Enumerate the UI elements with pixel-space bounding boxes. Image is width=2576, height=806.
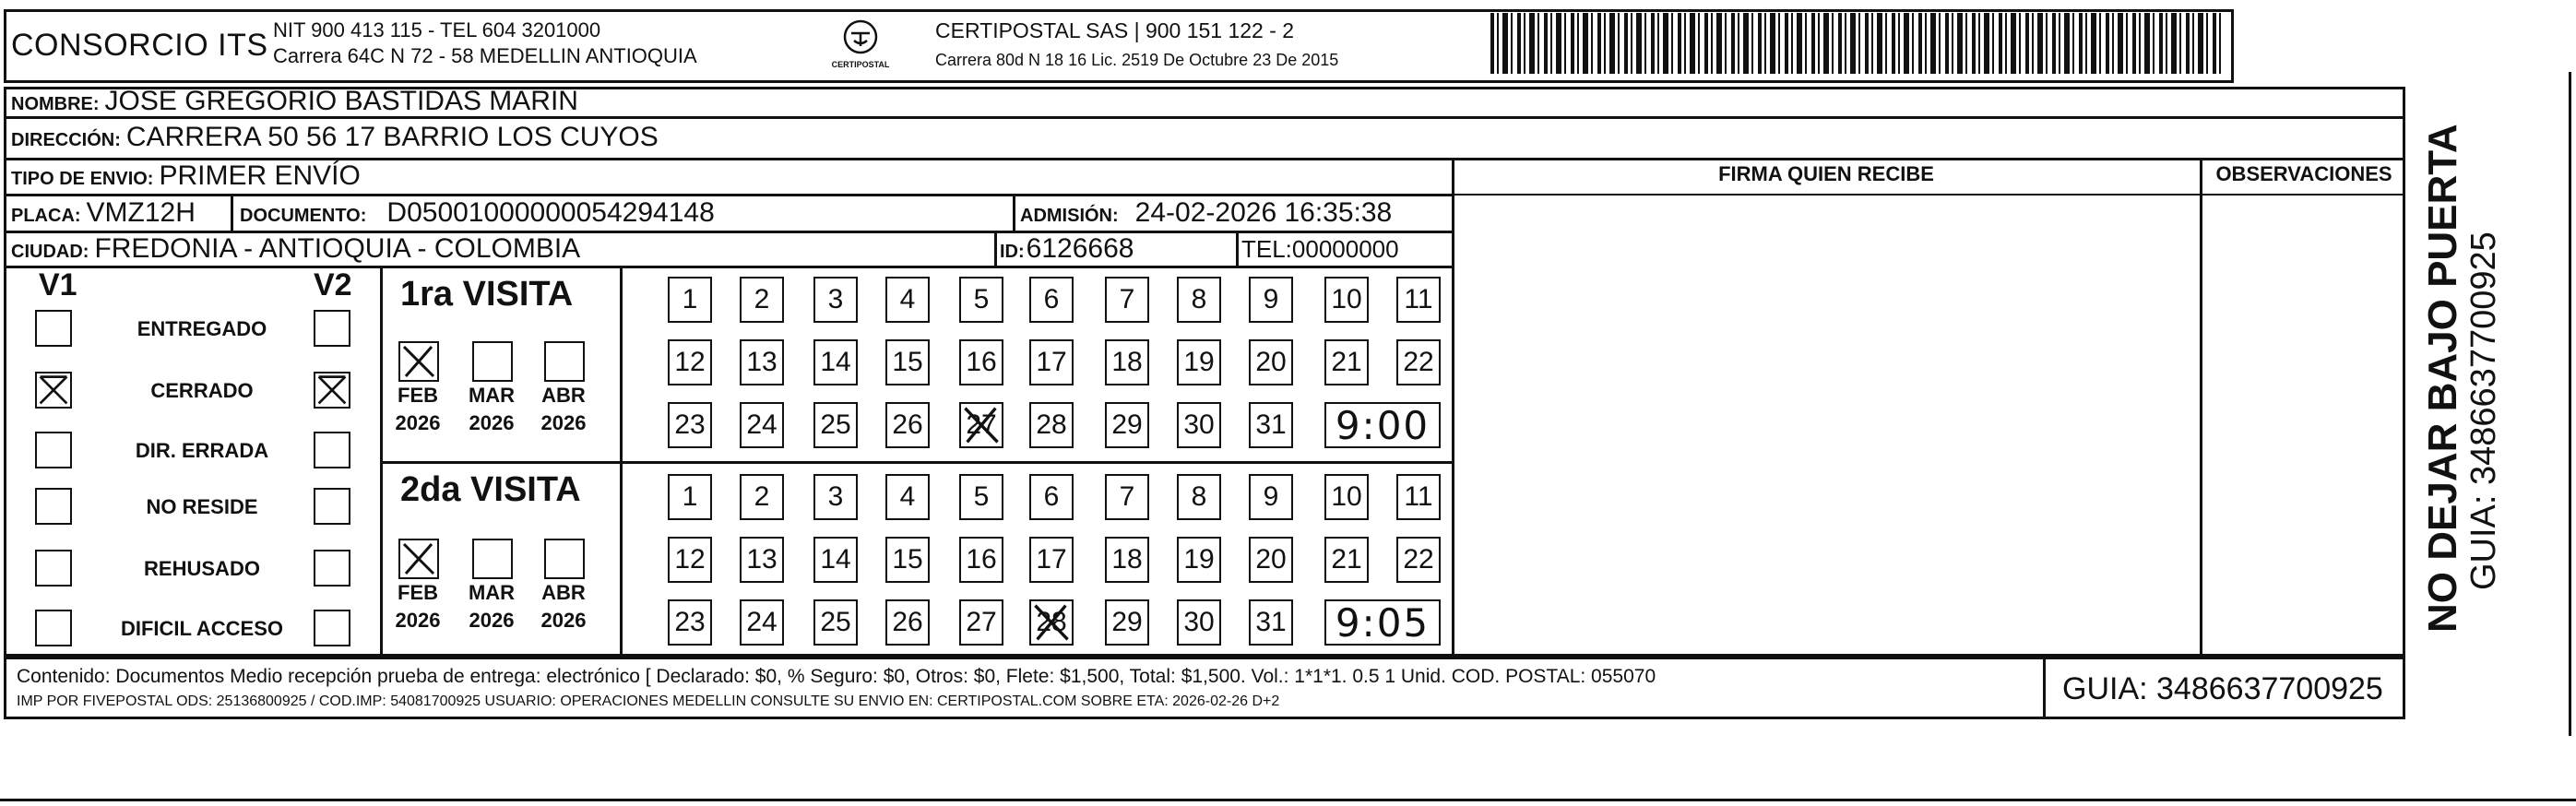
- id-value: 6126668: [1026, 233, 1134, 264]
- bottom-line: [0, 799, 2576, 801]
- day-box[interactable]: [813, 277, 858, 323]
- address-value: CARRERA 50 56 17 BARRIO LOS CUYOS: [125, 122, 659, 152]
- day-number: 13: [746, 347, 778, 377]
- col-line: [1013, 194, 1015, 231]
- admission-value: 24-02-2026 16:35:38: [1134, 197, 1393, 228]
- day-number: 11: [1404, 284, 1433, 314]
- day-number: 26: [892, 607, 923, 637]
- certipostal-logo-text: CERTIPOSTAL: [831, 60, 890, 69]
- day-box[interactable]: [668, 339, 712, 385]
- status-v2-checkbox[interactable]: [314, 432, 350, 468]
- day-box[interactable]: [1249, 474, 1293, 520]
- month-year: 2026: [395, 411, 441, 434]
- day-number: 8: [1191, 284, 1207, 314]
- v2-label: V2: [314, 267, 352, 302]
- company-name: CONSORCIO ITS: [11, 28, 268, 63]
- document-value: D05001000000054294148: [386, 197, 715, 228]
- day-box[interactable]: [1029, 537, 1074, 583]
- day-box[interactable]: [1324, 537, 1369, 583]
- plate-value: VMZ12H: [86, 197, 196, 228]
- day-box[interactable]: [740, 339, 784, 385]
- day-number: 15: [892, 347, 923, 377]
- day-box[interactable]: [1249, 277, 1293, 323]
- handwritten-check-mark: [961, 404, 1002, 446]
- handwritten-cross-mark: [315, 373, 349, 407]
- month-label: [386, 579, 450, 634]
- day-number: 4: [899, 481, 916, 512]
- day-box[interactable]: [1029, 402, 1074, 448]
- day-box[interactable]: [1249, 339, 1293, 385]
- day-number: 31: [1255, 607, 1287, 637]
- day-number: 15: [892, 544, 923, 575]
- day-number: 18: [1111, 347, 1143, 377]
- visit-time-box[interactable]: [1324, 402, 1441, 448]
- tel-field: [1241, 232, 1399, 266]
- day-number: 31: [1255, 409, 1287, 440]
- day-number: 12: [674, 347, 706, 377]
- day-number: 28: [1036, 607, 1067, 637]
- handwritten-check-mark: [1031, 601, 1072, 644]
- company-address: Carrera 64C N 72 - 58 MEDELLIN ANTIOQUIA: [273, 44, 697, 67]
- day-number: 7: [1119, 284, 1135, 314]
- day-box[interactable]: [1249, 599, 1293, 646]
- day-number: 19: [1183, 544, 1215, 575]
- day-box[interactable]: [1324, 474, 1369, 520]
- day-number: 10: [1331, 481, 1362, 512]
- day-box[interactable]: [1177, 474, 1221, 520]
- col-header-line: [1452, 194, 2405, 196]
- certipostal-logo-icon: [839, 18, 882, 55]
- status-v2-checkbox[interactable]: [314, 550, 350, 587]
- carrier-address: Carrera 80d N 18 16 Lic. 2519 De Octubre 23 De 2015: [935, 51, 1339, 69]
- day-number: 22: [1403, 347, 1434, 377]
- handwritten-check-mark: [400, 343, 437, 380]
- id-field: [1000, 232, 1134, 268]
- day-number: 25: [820, 607, 851, 637]
- month-label: [459, 579, 524, 634]
- day-number: 12: [674, 544, 706, 575]
- row-line: [380, 461, 1454, 464]
- day-number: 16: [966, 544, 997, 575]
- certipostal-logo: [819, 18, 902, 74]
- day-number: 30: [1183, 409, 1215, 440]
- day-box[interactable]: [740, 277, 784, 323]
- month-checkbox[interactable]: [472, 341, 513, 382]
- day-number: 24: [746, 409, 778, 440]
- document-label: DOCUMENTO:: [240, 206, 367, 226]
- status-label: DIR. ERRADA: [135, 439, 269, 462]
- col-line: [231, 194, 233, 231]
- side-border: [2569, 72, 2571, 736]
- day-number: 20: [1255, 544, 1287, 575]
- day-number: 20: [1255, 347, 1287, 377]
- type-label: TIPO DE ENVIO:: [11, 169, 154, 189]
- day-box[interactable]: [1105, 277, 1149, 323]
- day-number: 13: [746, 544, 778, 575]
- admission-label: ADMISIÓN:: [1020, 206, 1119, 226]
- day-number: 28: [1036, 409, 1067, 440]
- day-box[interactable]: [668, 277, 712, 323]
- month-label: [386, 382, 450, 437]
- day-box[interactable]: [740, 599, 784, 646]
- month-label: [459, 382, 524, 437]
- company-nit: NIT 900 413 115 - TEL 604 3201000: [273, 18, 601, 41]
- day-box[interactable]: [885, 599, 930, 646]
- day-number: 14: [820, 347, 851, 377]
- month-label: [531, 382, 596, 437]
- month-year: 2026: [540, 609, 587, 632]
- no-bajo-puerta-warning: NO DEJAR BAJO PUERTA: [2420, 124, 2465, 633]
- day-number: 14: [820, 544, 851, 575]
- city-label: CIUDAD:: [11, 242, 89, 262]
- day-box[interactable]: [740, 474, 784, 520]
- day-number: 3: [827, 284, 844, 314]
- day-number: 29: [1111, 409, 1143, 440]
- day-box[interactable]: [813, 474, 858, 520]
- type-value: PRIMER ENVÍO: [159, 160, 361, 191]
- month-name: FEB: [398, 581, 438, 604]
- status-v2-checkbox[interactable]: [314, 310, 350, 347]
- day-number: 27: [966, 409, 997, 440]
- visit-2-label: 2da VISITA: [400, 470, 581, 509]
- month-checkbox[interactable]: [544, 539, 585, 579]
- day-box[interactable]: [885, 537, 930, 583]
- day-number: 16: [966, 347, 997, 377]
- signature-header: FIRMA QUIEN RECIBE: [1718, 162, 1934, 185]
- day-box[interactable]: [668, 402, 712, 448]
- day-number: 18: [1111, 544, 1143, 575]
- day-box[interactable]: [1396, 277, 1441, 323]
- document-field: [240, 196, 715, 233]
- month-name: MAR: [468, 384, 516, 407]
- month-year: 2026: [540, 411, 587, 434]
- day-box[interactable]: [1324, 277, 1369, 323]
- status-label: CERRADO: [150, 379, 254, 402]
- status-v2-checkbox[interactable]: [314, 372, 350, 409]
- day-box[interactable]: [1029, 277, 1074, 323]
- observations-header: OBSERVACIONES: [2215, 162, 2392, 185]
- day-number: 26: [892, 409, 923, 440]
- month-checkbox[interactable]: [398, 341, 439, 382]
- day-number: 2: [754, 284, 770, 314]
- month-year: 2026: [469, 609, 515, 632]
- day-number: 1: [682, 481, 698, 512]
- plate-field: [11, 196, 196, 233]
- address-field: [11, 118, 659, 160]
- visit-time-value: 9:05: [1335, 599, 1430, 646]
- side-guia: GUIA: 3486637700925: [2464, 231, 2503, 590]
- v1-label: V1: [39, 267, 77, 302]
- day-box[interactable]: [1029, 474, 1074, 520]
- day-number: 21: [1331, 347, 1362, 377]
- day-box[interactable]: [885, 402, 930, 448]
- handwritten-check-mark: [400, 540, 437, 577]
- footer-guia: GUIA: 3486637700925: [2062, 671, 2383, 706]
- day-box[interactable]: [885, 277, 930, 323]
- day-number: 5: [973, 284, 990, 314]
- day-box[interactable]: [813, 402, 858, 448]
- day-box[interactable]: [1177, 277, 1221, 323]
- day-box[interactable]: [1105, 474, 1149, 520]
- day-box[interactable]: [1105, 339, 1149, 385]
- col-line: [1452, 158, 1454, 657]
- day-number: 1: [682, 284, 698, 314]
- day-box[interactable]: [668, 537, 712, 583]
- day-number: 2: [754, 481, 770, 512]
- day-box[interactable]: [1177, 599, 1221, 646]
- month-checkbox[interactable]: [472, 539, 513, 579]
- day-box[interactable]: [885, 339, 930, 385]
- day-number: 7: [1119, 481, 1135, 512]
- status-label: DIFICIL ACCESO: [120, 617, 283, 640]
- day-box[interactable]: [1105, 402, 1149, 448]
- address-label: DIRECCIÓN:: [11, 130, 121, 150]
- day-box[interactable]: [1249, 402, 1293, 448]
- month-label: [531, 579, 596, 634]
- name-value: JOSE GREGORIO BASTIDAS MARIN: [104, 86, 578, 116]
- day-number: 3: [827, 481, 844, 512]
- day-number: 6: [1043, 481, 1060, 512]
- day-number: 24: [746, 607, 778, 637]
- day-number: 21: [1331, 544, 1362, 575]
- status-label: ENTREGADO: [137, 317, 267, 340]
- status-v1-checkbox[interactable]: [35, 550, 72, 587]
- day-box[interactable]: [813, 537, 858, 583]
- status-label: REHUSADO: [144, 557, 260, 580]
- name-label: NOMBRE:: [11, 94, 100, 114]
- day-number: 6: [1043, 284, 1060, 314]
- day-box[interactable]: [885, 474, 930, 520]
- type-field: [11, 159, 361, 196]
- day-box[interactable]: [959, 537, 1003, 583]
- day-number: 30: [1183, 607, 1215, 637]
- name-field: [11, 87, 578, 119]
- day-box[interactable]: [1105, 537, 1149, 583]
- day-number: 27: [966, 607, 997, 637]
- day-box[interactable]: [813, 599, 858, 646]
- day-number: 23: [674, 409, 706, 440]
- day-number: 10: [1331, 284, 1362, 314]
- day-box[interactable]: [1029, 599, 1074, 646]
- day-box[interactable]: [740, 537, 784, 583]
- admission-field: [1020, 196, 1392, 233]
- day-box[interactable]: [959, 277, 1003, 323]
- col-line: [2200, 158, 2202, 657]
- tel-label: TEL:: [1241, 235, 1292, 263]
- month-year: 2026: [469, 411, 515, 434]
- handwritten-cross-mark: [37, 373, 70, 407]
- day-box[interactable]: [1177, 537, 1221, 583]
- month-name: FEB: [398, 384, 438, 407]
- day-number: 19: [1183, 347, 1215, 377]
- day-number: 17: [1036, 347, 1067, 377]
- day-box[interactable]: [1177, 402, 1221, 448]
- month-name: MAR: [468, 581, 516, 604]
- month-checkbox[interactable]: [398, 539, 439, 579]
- day-box[interactable]: [959, 339, 1003, 385]
- month-name: ABR: [541, 384, 586, 407]
- carrier-name: CERTIPOSTAL SAS | 900 151 122 - 2: [935, 18, 1295, 42]
- month-checkbox[interactable]: [544, 341, 585, 382]
- status-v2-checkbox[interactable]: [314, 610, 350, 646]
- plate-label: PLACA:: [11, 206, 81, 226]
- col-line: [994, 231, 997, 266]
- day-number: 22: [1403, 544, 1434, 575]
- day-box[interactable]: [813, 339, 858, 385]
- day-box[interactable]: [959, 474, 1003, 520]
- status-v1-checkbox[interactable]: [35, 610, 72, 646]
- status-v1-checkbox[interactable]: [35, 310, 72, 347]
- footer-content: Contenido: Documentos Medio recepción prueba de entrega: electrónico [ Declarado: $0, % Seguro: $0, Otros: $0, Flete: $1,500, Total: $1,500. Vol.: 1*1*1. 0.5 1 Unid. COD. POSTAL: 055070: [17, 666, 1656, 687]
- id-label: ID:: [1000, 242, 1025, 262]
- visit-time-value: 9:00: [1335, 402, 1430, 448]
- visit-time-box[interactable]: [1324, 599, 1441, 646]
- day-box[interactable]: [1105, 599, 1149, 646]
- day-box[interactable]: [740, 402, 784, 448]
- month-name: ABR: [541, 581, 586, 604]
- status-v2-checkbox[interactable]: [314, 488, 350, 525]
- day-number: 11: [1404, 481, 1433, 512]
- day-number: 5: [973, 481, 990, 512]
- status-v1-checkbox[interactable]: [35, 372, 72, 409]
- day-number: 4: [899, 284, 916, 314]
- day-number: 8: [1191, 481, 1207, 512]
- city-field: [11, 232, 580, 268]
- status-v1-checkbox[interactable]: [35, 432, 72, 468]
- day-number: 25: [820, 409, 851, 440]
- day-box[interactable]: [1029, 339, 1074, 385]
- city-value: FREDONIA - ANTIOQUIA - COLOMBIA: [94, 233, 581, 264]
- status-v1-checkbox[interactable]: [35, 488, 72, 525]
- col-line: [1236, 231, 1239, 266]
- day-box[interactable]: [1396, 474, 1441, 520]
- day-box[interactable]: [1396, 339, 1441, 385]
- status-label: NO RESIDE: [146, 495, 258, 518]
- day-number: 9: [1263, 481, 1279, 512]
- day-number: 29: [1111, 607, 1143, 637]
- footer-print-info: IMP POR FIVEPOSTAL ODS: 25136800925 / COD.IMP: 54081700925 USUARIO: OPERACIONES MEDELLIN CONSULTE SU ENVIO EN: CERTIPOSTAL.COM SOBRE ETA: 2026-02-26 D+2: [17, 693, 1280, 709]
- day-box[interactable]: [1249, 537, 1293, 583]
- tel-value: 00000000: [1291, 235, 1399, 263]
- day-box[interactable]: [959, 599, 1003, 646]
- day-box[interactable]: [668, 474, 712, 520]
- visit-1-label: 1ra VISITA: [400, 275, 574, 314]
- day-box[interactable]: [1324, 339, 1369, 385]
- barcode: [1490, 13, 2225, 74]
- month-year: 2026: [395, 609, 441, 632]
- day-number: 23: [674, 607, 706, 637]
- day-number: 17: [1036, 544, 1067, 575]
- day-box[interactable]: [1177, 339, 1221, 385]
- day-box[interactable]: [959, 402, 1003, 448]
- day-box[interactable]: [1396, 537, 1441, 583]
- day-number: 9: [1263, 284, 1279, 314]
- day-box[interactable]: [668, 599, 712, 646]
